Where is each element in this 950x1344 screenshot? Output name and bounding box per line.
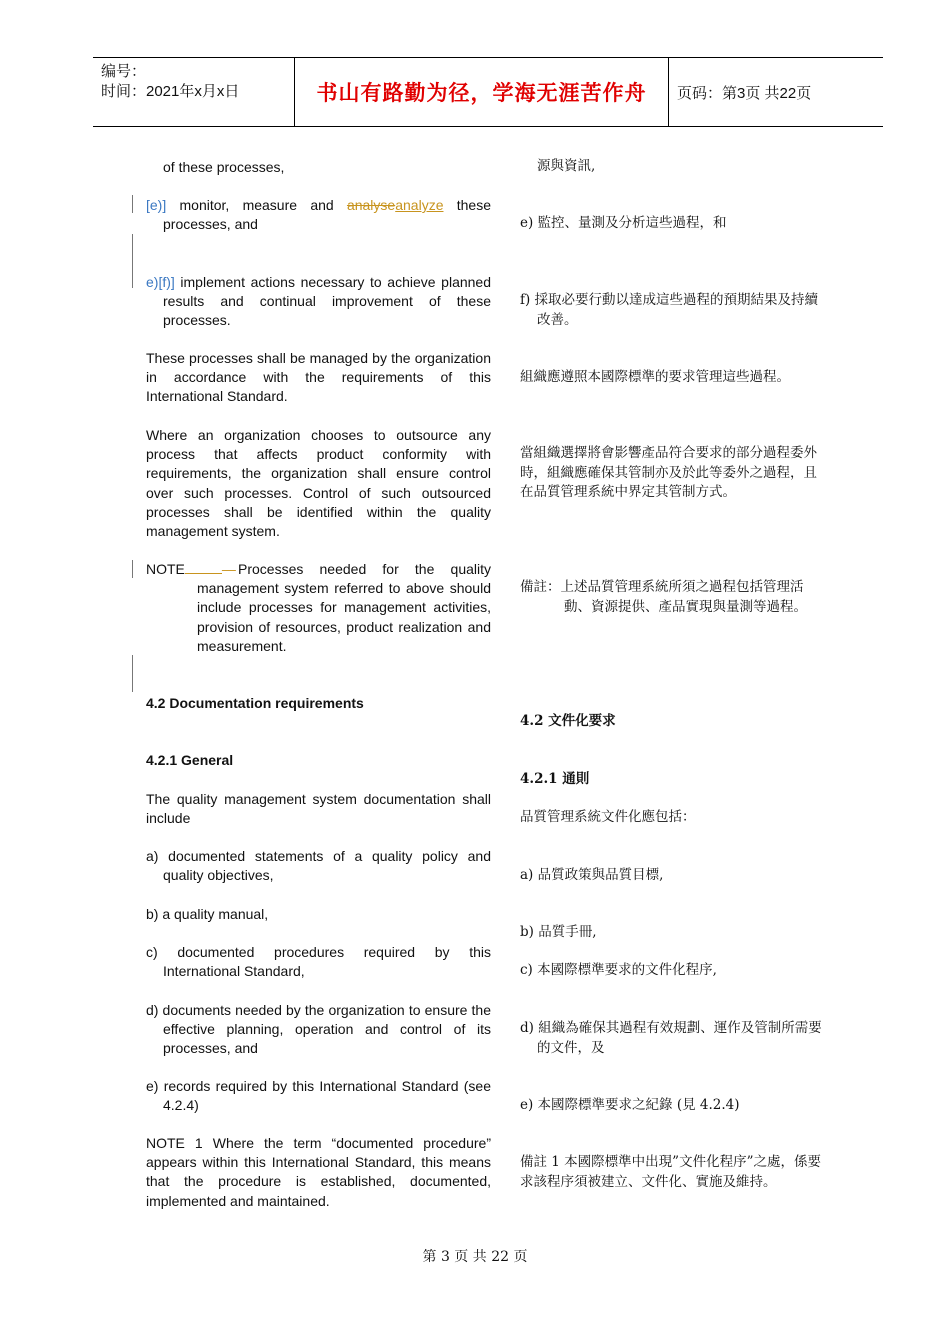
left-para-managed: These processes shall be managed by the organization in accordance with the requirements of this International Standard. (146, 350, 491, 405)
left-list-c: c) documented procedures required by this International Standard, (146, 944, 491, 980)
left-line-processes: of these processes, (163, 159, 285, 175)
right-heading-4-2-1: 4.2.1 通則 (520, 771, 590, 787)
right-para-outsource: 當組織選擇將會影響產品符合要求的部分過程委外時，組織應確保其管制亦及於此等委外之過程，且在品質管理系統中界定其管制方式。 (520, 445, 817, 500)
header-page-number: 页码：第3页 共22页 (677, 85, 812, 102)
right-list-b: b) 品質手冊, (520, 924, 597, 940)
right-list-d: d) 組織為確保其過程有效規劃、運作及管制所需要的文件，及 (520, 1020, 822, 1056)
left-heading-4-2: 4.2 Documentation requirements (146, 695, 364, 711)
right-line-resources: 源與資訊, (537, 158, 596, 174)
left-item-f: e)[f)] implement actions necessary to achieve planned results and continual improvement of these processes. (146, 274, 491, 329)
left-list-b: b) a quality manual, (146, 906, 269, 922)
deleted-text: analyse (346, 197, 396, 213)
right-item-f: f) 採取必要行動以達成這些過程的預期結果及持續改善。 (520, 292, 819, 328)
note-dash: — (221, 561, 236, 577)
header-motto: 书山有路勤为径，学海无涯苦作舟 (316, 81, 647, 105)
header-meta (101, 62, 239, 102)
left-intro: The quality management system documentation shall include (146, 791, 491, 827)
right-list-a: a) 品質政策與品質目標, (520, 867, 664, 883)
right-para-managed: 組織應遵照本國際標準的要求管理這些過程。 (520, 369, 790, 385)
left-note-1: NOTE 1 Where the term “documented procedure” appears within this International Standard, this means that the procedure is established, documented, implemented and maintained. (146, 1135, 491, 1209)
page-footer: 第 3 页 共 22 页 (422, 1249, 528, 1265)
right-note: 備註：上述品質管理系統所須之過程包括管理活動、資源提供、產品實現與量測等過程。 (520, 579, 807, 615)
revision-marker: [e)] (146, 197, 167, 213)
change-bar (132, 560, 133, 578)
header-divider (668, 58, 669, 126)
left-list-d: d) documents needed by the organization to ensure the effective planning, operation and control of its processes, and (146, 1002, 491, 1057)
right-intro: 品質管理系統文件化應包括： (520, 809, 696, 825)
left-item-e: [e)] monitor, measure and analyseanalyze these processes, and (146, 197, 492, 233)
right-heading-4-2: 4.2 文件化要求 (520, 713, 616, 729)
right-list-c: c) 本國際標準要求的文件化程序, (520, 962, 717, 978)
left-list-a: a) documented statements of a quality policy and quality objectives, (146, 848, 491, 884)
left-heading-4-2-1: 4.2.1 General (146, 752, 234, 768)
inserted-text: analyze (395, 197, 444, 213)
right-item-e: e) 監控、量測及分析這些過程，和 (520, 215, 727, 231)
right-note-1: 備註 1 本國際標準中出現”文件化程序”之處，係要求該程序須被建立、文件化、實施及維持。 (520, 1154, 821, 1190)
note-label: NOTE (146, 561, 185, 577)
change-bar (132, 655, 133, 692)
change-bar (132, 195, 133, 213)
left-para-outsource: Where an organization chooses to outsource any process that affects product conformity with requirements, the organization shall ensure control over such processes. Control of such outsourced processes shall be identified within the quality management system. (146, 427, 491, 540)
left-list-e: e) records required by this International Standard (see 4.2.4) (146, 1078, 491, 1114)
page-header (93, 57, 883, 127)
change-bar (132, 234, 133, 288)
revision-marker: e)[f)] (146, 274, 175, 290)
header-number: 编号： (101, 63, 147, 80)
left-note-text: Processes needed for the quality management system referred to above should include processes for management activities, provision of resources, product realization and measurement. (197, 561, 491, 654)
right-list-e: e) 本國際標準要求之紀錄 (見 4.2.4) (520, 1097, 740, 1113)
header-time: 时间：2021年x月x日 (101, 83, 240, 100)
